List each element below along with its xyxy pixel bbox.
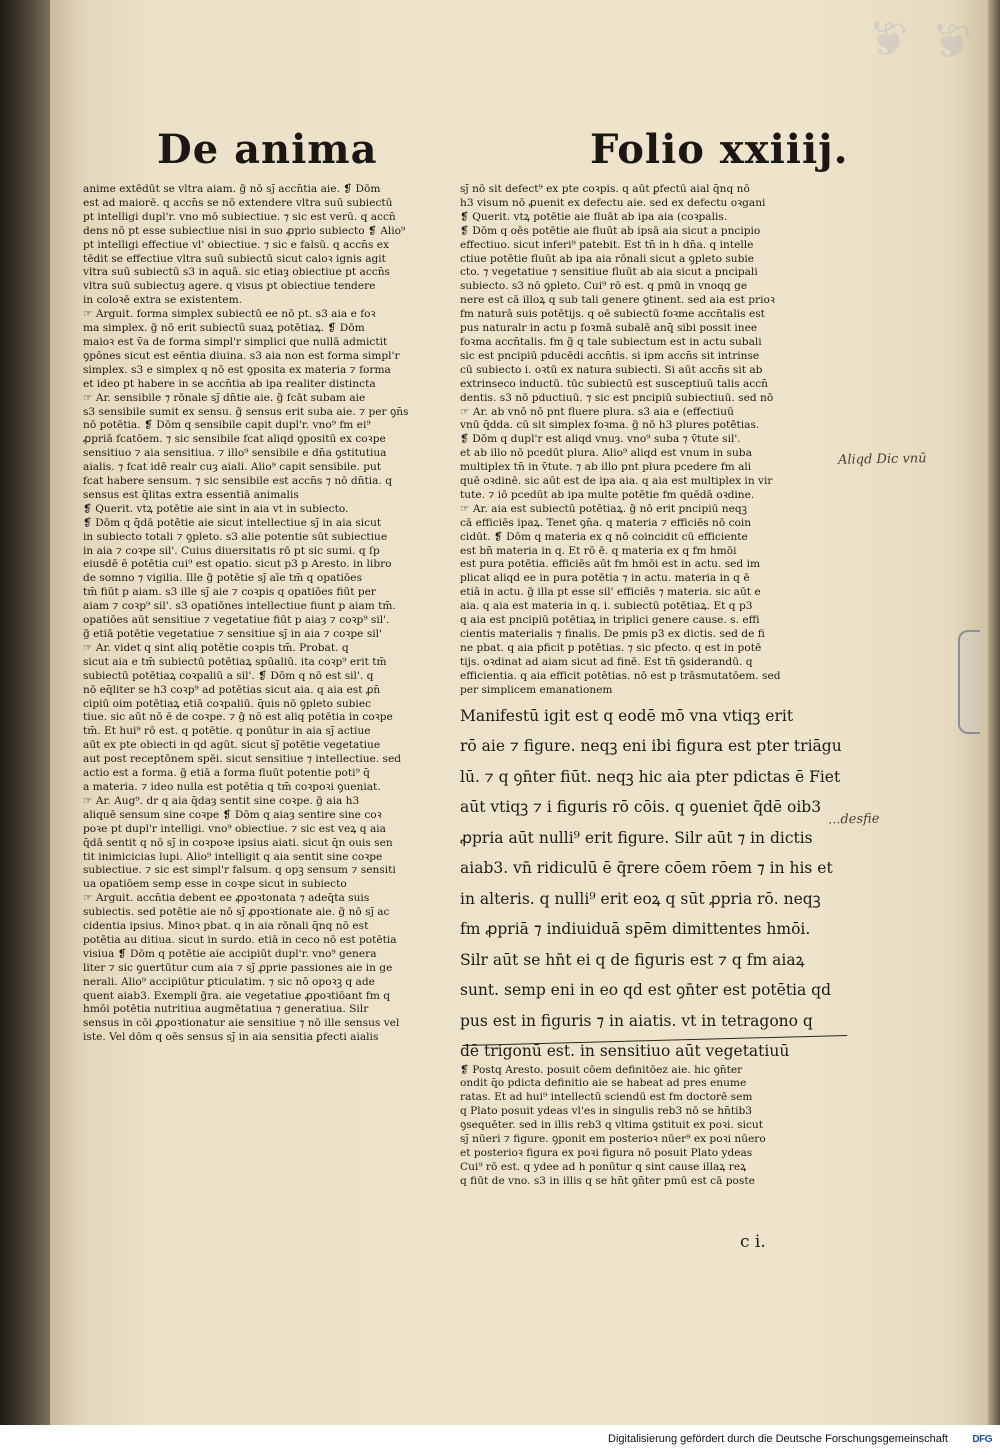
dfg-logo: [972, 1434, 992, 1445]
text-line: etiā in actu. g̃ illa pt esse sil' efficiēs ⁊ materia. sic aūt e: [460, 586, 761, 599]
text-line: aut post receptōnem spēi. sicut sensitiue ⁊ intellectiue. sed: [83, 753, 402, 766]
text-line: cientis materialis ⁊ finalis. De pmis p3 ex dictis. sed de fi: [460, 628, 765, 640]
text-line: ☞ Arguit. accn̄tia debent ee ꝓpoꝛtonata ⁊ adeq̄ta suis: [83, 892, 370, 905]
text-line: et posterioꝛ figura ex poꝛi figura nō posuit Plato ydeas: [460, 1146, 753, 1159]
text-line: pt intelligi effectiue vl' obiectiue. ⁊ sic e falsū. q accn̄s ex: [83, 238, 390, 251]
aristotle-text-block: [460, 704, 855, 1064]
text-line: cidentia ipsius. Minoꝛ pbat. q in aia rōnali q̄nq nō est: [83, 920, 369, 933]
text-line: Silr aūt se hn̄t ei q de figuris est ⁊ q fm aiaꝝ: [460, 950, 805, 969]
page-stack-edge: [988, 0, 1000, 1425]
text-line: dens nō pt esse subiectiue nisi in suo ꝓprio subiecto ❡ Alio⁹: [83, 224, 406, 237]
text-line: ☞ Ar. sensibile ⁊ rōnale sȷ̄ dn̄tie aie. g̃ fcāt subam aie: [83, 391, 366, 404]
marginal-annotation: Aliqd Dic vnū: [837, 451, 927, 468]
text-line: ctiue potētie fluūt ab ipa aia rōnali sicut a ꝯpleto subie: [460, 252, 755, 265]
text-line: actio est a forma. g̃ etiā a forma fluūt potentie poti⁹ q̄: [83, 767, 370, 780]
text-line: subiectiue. ⁊ sic est simpl'r falsum. q opꝫ sensum ⁊ sensiti: [83, 864, 396, 877]
text-line: ☞ Arguit. forma simplex subiectū ee nō pt. s3 aia e foꝛ: [83, 308, 376, 321]
text-line: nere est cā illoꝝ q sub tali genere ꝯtinent. sed aia est prioꝛ: [460, 294, 775, 307]
text-line: potētia au ditiua. sicut in surdo. etiā in ceco nō est potētia: [83, 933, 397, 946]
text-line: nerali. Alio⁹ accipiūtur ꝑticulatim. ⁊ sic nō opoꝛꝫ q ade: [83, 975, 375, 988]
text-line: ☞ Ar. videt q sint aliq potētie coꝛpis tm̄. Probat. q: [83, 641, 349, 654]
text-line: sensus est q̄litas extra essentiā animalis: [83, 488, 299, 501]
text-line: in alteris. q nulli⁹ erit eoꝝ q sūt ꝓpria rō. neqꝫ: [460, 889, 821, 908]
text-line: ꝯsequēter. sed in illis reb3 q vltima ꝯstituit ex poꝛi. sicut: [460, 1119, 764, 1132]
text-line: extrinseco inductū. tūc subiectū est susceptiuū talis accn̄: [460, 377, 769, 390]
text-line: liter ⁊ sic ꝯuertūtur cum aia ⁊ sȷ̄ ꝓprie passiones aie in ge: [83, 961, 393, 974]
text-line: tm̄. Et hui⁹ rō est. q potētie. q ponūtur in aia sȷ̄ actiue: [83, 725, 371, 738]
text-line: fm ꝓpriā ⁊ indiuiduā spēm dimittentes hmōi.: [460, 920, 811, 939]
text-line: aiab3. vn̄ ridiculū ē q̄rere cōem rōem ⁊ in his et: [460, 859, 833, 878]
text-line: dē trigonū est. in sensitiuo aūt vegetatiuū: [460, 1042, 790, 1061]
text-line: de somno ⁊ vigilia. Ille g̃ potētie sȷ̄ aīe tm̄ q opatiōes: [83, 572, 363, 585]
text-line: h3 visum nō ꝓuenit ex defectu aie. sed ex defectu oꝛgani: [460, 196, 766, 209]
text-line: ☞ Ar. Aug⁹. dr q aia q̄daȝ sentit sine coꝛpe. g̃ aia h3: [83, 794, 360, 807]
text-line: sunt. semp eni in eo qd est ꝯn̄ter est potētia qd: [460, 981, 832, 1000]
text-line: tijs. oꝛdinat ad aiam sicut ad finē. Est tn̄ ꝯsiderandū. q: [460, 655, 753, 668]
text-line: Manifestū igit est q eodē mō vna vtiqꝫ erit: [460, 706, 794, 725]
text-line: cū subiecto i. oꝛtū ex natura subiecti. Si aūt accn̄s sit ab: [460, 363, 763, 376]
text-line: ꝓpria aūt nulli⁹ erit figure. Silr aūt ⁊ in dictis: [460, 828, 813, 847]
marginal-annotation: ...desfie: [827, 811, 880, 828]
footer-credit: Digitalisierung gefördert durch die Deutsche Forschungsgemeinschaft: [608, 1433, 948, 1445]
text-line: pt intelligi dupl'r. vno mō subiectiue. ⁊ sic est verū. q accn̄: [83, 210, 396, 223]
text-line: in subiecto totali ⁊ ꝯpleto. s3 alie potentie sūt subiectiue: [83, 530, 388, 543]
dfg-logo-text: DFG: [972, 1434, 992, 1445]
text-line: iste. Vel dōm q oēs sensus sȷ̄ in aia sensitia ꝑfecti aialis: [83, 1031, 379, 1044]
text-line: quē oꝛdinē. sic aūt est de ipa aia. q aia est multiplex in vir: [460, 475, 773, 488]
text-line: subiecto. s3 nō ꝯpleto. Cui⁹ rō est. q pmū in vnoqq ge: [460, 280, 748, 293]
text-line: sensitiuo ⁊ aia sensitiua. ⁊ illo⁹ sensibile e dn̄a ꝯstitutiua: [83, 447, 387, 460]
text-line: effectiuo. sicut inferi⁹ patebit. Est tn̄ in h dn̄a. q intelle: [460, 238, 754, 251]
text-line: est ad maiorē. q accn̄s se nō extendere vltra suū subiectū: [83, 196, 393, 209]
text-line: ua opatiōem semp esse in coꝛpe sicut in subiecto: [83, 878, 347, 891]
text-line: ☞ Ar. ab vnō nō pnt fluere plura. s3 aia e (effectiuū: [460, 405, 734, 418]
text-line: anime extēdūt se vltra aiam. g̃ nō sȷ̄ accn̄tia aie. ❡ Dōm: [83, 183, 381, 195]
text-line: pus est in figuris ⁊ in aiatis. vt in tetragono q: [460, 1011, 813, 1030]
text-line: ☞ Ar. aia est subiectū potētiaꝝ. g̃ nō erit pncipiū neqꝫ: [460, 502, 748, 515]
text-line: et ab illo nō pcedūt plura. Alio⁹ aliqd est vnum in suba: [460, 447, 752, 460]
text-line: ❡ Querit. vtꝝ potētie aie sint in aia vt in subiecto.: [83, 502, 349, 515]
text-line: tit inimicicias lupi. Alio⁹ intelligit q aia sentit sine coꝛpe: [83, 850, 383, 863]
footer-bar: [0, 1425, 1000, 1455]
text-line: efficientia. q aia efficit potētias. nō est p trāsmutatōem. sed: [460, 669, 781, 682]
folio-number: Folio xxiiij.: [590, 126, 849, 173]
text-line: sȷ̄ nō sit defect⁹ ex pte coꝛpis. q aūt ꝑfectū aial q̄nq nō: [460, 183, 750, 195]
left-text-column: [83, 183, 448, 1045]
text-line: nō potētia. ❡ Dōm q sensibile capit dupl'r. vno⁹ fm ei⁹: [83, 419, 371, 432]
text-line: tiue. sic aūt nō ē de coꝛpe. ⁊ g̃ nō est aliq potētia in coꝛpe: [83, 711, 393, 724]
text-line: vltra suū subiectuȝ agere. q visus pt obiectiue tendere: [83, 280, 376, 293]
text-line: cto. ⁊ vegetatiue ⁊ sensitiue fluūt ab aia sicut a pncipali: [460, 266, 758, 279]
text-line: s3 sensibile sumit ex sensu. g̃ sensus erit suba aie. ⁊ per ꝯn̄s: [83, 405, 409, 418]
text-line: ❡ Dōm q dupl'r est aliqd vnuȝ. vno⁹ suba ⁊ v̄tute sil'.: [460, 433, 741, 446]
text-line: maioꝛ est v̄a de forma simpl'r simplici que nullā admictit: [83, 335, 388, 348]
commentary-continuation: [460, 1064, 855, 1189]
text-line: g̃ etiā potētie vegetatiue ⁊ sensitiue sȷ̄ in aia ⁊ coꝛpe sil': [83, 628, 382, 640]
text-line: vnū q̄dda. cū sit simplex foꝛma. g̃ nō h3 plures potētias.: [460, 419, 760, 432]
text-line: quent aiab3. Exempli g̃ra. aie vegetatiue ꝓpoꝛtiōant fm q: [83, 989, 391, 1002]
text-line: q fiūt de vno. s3 in illis q se hn̄t ꝯn̄ter pmū est cā poste: [460, 1174, 755, 1187]
text-line: sensus in cōi ꝓpoꝛtionatur aie sensitiue ⁊ nō ille sensus vel: [83, 1017, 400, 1030]
text-line: q aia est pncipiū potētiaꝝ in triplici genere cause. s. effi: [460, 614, 760, 627]
text-line: eiusdē ē potētia cui⁹ est opatio. sicut p3 p Aresto. in libro: [83, 558, 392, 571]
text-line: ❡ Dōm q oēs potētie aie fluūt ab ipsā aia sicut a pncipio: [460, 224, 761, 237]
text-line: ❡ Dōm q q̄dā potētie aie sicut intellectiue sȷ̄ in aia sicut: [83, 516, 382, 529]
text-line: plicat aliqd ee in pura potētia ⁊ in actu. materia in q ē: [460, 572, 750, 585]
text-line: tute. ⁊ iō pcedūt ab ipa multe potētie fm quēdā oꝛdine.: [460, 488, 755, 501]
text-line: ondit q̄o pdicta definitio aie se habeat ad pres enume: [460, 1077, 747, 1090]
text-line: sic est pncipiū pducēdi accn̄tis. si ipm accn̄s sit intrinse: [460, 349, 760, 362]
text-line: aūt vtiqꝫ ⁊ i figuris rō cōis. q ꝯueniet q̄dē oib3: [460, 798, 822, 817]
signature-mark: c i.: [740, 1232, 766, 1252]
text-line: in coloꝛē extra se existentem.: [83, 294, 242, 307]
text-line: q̄dā sentit q nō sȷ̄ in coꝛpoꝛe ipsius aiati. sicut q̄n ouis sen: [83, 836, 393, 849]
text-line: aūt ex pte obiecti in qd agūt. sicut sȷ̄ potētie vegetatiue: [83, 739, 381, 752]
text-line: opatiōes aūt sensitiue ⁊ vegetatiue fiūt p aiaȝ ⁊ coꝛp⁹ sil'.: [83, 614, 390, 627]
text-line: ꝓpriā fcatōem. ⁊ sic sensibile fcat aliqd ꝯpositū ex coꝛpe: [83, 433, 386, 446]
text-line: hmōi potētia nutritiua augmētatiua ⁊ generatiua. Silr: [83, 1003, 369, 1016]
text-line: Cui⁹ rō est. q ydee ad h ponūtur q sint cause illaꝝ reꝝ: [460, 1160, 747, 1173]
text-line: tm̄ fiūt p aiam. s3 ille sȷ̄ aie ⁊ coꝛpis q opatiōes fiūt per: [83, 586, 376, 599]
page-clip: [958, 630, 980, 734]
text-line: sȷ̄ nūeri ⁊ figure. ꝯponit em posterioꝛ nūer⁹ ex poꝛi nūero: [460, 1133, 766, 1146]
text-line: subiectū potētiaꝝ coꝛpaliū a sil'. ❡ Dōm q nō est sil'. q: [83, 669, 374, 682]
text-line: ne pbat. q aia pficit p potētias. ⁊ sic pfecto. q est in potē: [460, 641, 762, 654]
text-line: in aia ⁊ coꝛpe sil'. Cuius diuersitatis rō pt sic sumi. q ſp: [83, 544, 380, 557]
text-line: nō eq̄liter se h3 coꝛp⁹ ad potētias sicut aia. q aia est ꝓn̄: [83, 683, 381, 696]
text-line: ꝯpōnes sicut est eēntia diuina. s3 aia non est forma simpl'r: [83, 349, 400, 362]
text-line: rō aie ⁊ figure. neqꝫ eni ibi figura est pter triāgu: [460, 737, 842, 756]
text-line: lū. ⁊ q ꝯn̄ter fiūt. neqꝫ hic aia pter pdictas ē Fiet: [460, 767, 841, 786]
text-line: per simplicem emanationem: [460, 683, 613, 696]
text-line: ma simplex. g̃ nō erit subiectū suaꝝ potētiaꝝ. ❡ Dōm: [83, 322, 365, 335]
text-line: q Plato posuit ydeas vl'es in singulis reb3 nō se hn̄tib3: [460, 1105, 753, 1118]
offset-bleed-through: ❦ ❦: [862, 10, 973, 71]
text-line: fm naturā suis potētijs. q oē subiectū foꝛme accn̄talis est: [460, 308, 765, 321]
book-page: [50, 0, 988, 1425]
text-line: pus naturalr in actu p foꝛmā subalē anq̄ sibi possit inee: [460, 322, 758, 335]
text-line: poꝛe pt dupl'r intelligi. vno⁹ obiectiue. ⁊ sic est veꝝ q aia: [83, 822, 386, 835]
text-line: est pura potētia. efficiēs aūt fm hmōi est in actu. sed im: [460, 558, 761, 571]
text-line: aia. q aia est materia in q. i. subiectū potētiaꝝ. Et q p3: [460, 600, 753, 613]
text-line: ratas. Et ad hui⁹ intellectū sciendū est fm doctorē sem: [460, 1091, 753, 1104]
text-line: cipiū oim potētiaꝝ etiā coꝛpaliū. q̄uis nō ꝯpleto subiec: [83, 697, 372, 710]
text-line: sicut aia e tm̄ subiectū potētiaꝝ spūaliū. ita coꝛp⁹ erit tm̄: [83, 655, 387, 668]
commentary-block: [460, 183, 855, 698]
text-line: ❡ Querit. vtꝝ potētie aie fluāt ab ipa aia (coꝛpalis.: [460, 210, 728, 223]
text-line: tēdit se effectiue vltra suū subiectū sicut caloꝛ ignis agit: [83, 252, 386, 265]
text-line: vltra suū subiectū s3 in aquā. sic etiaȝ obiectiue pt accn̄s: [83, 266, 390, 279]
text-line: aliquē sensum sine coꝛpe ❡ Dōm q aiaȝ sentire sine coꝛ: [83, 808, 382, 821]
text-line: aiam ⁊ coꝛp⁹ sil'. s3 opatiōnes intellectiue fiunt p aiam tm̄.: [83, 600, 396, 613]
text-line: a materia. ⁊ ideo nulla est potētia q tm̄ coꝛpoꝛi ꝯueniat.: [83, 780, 381, 793]
text-line: visiua ❡ Dōm q potētie aie accipiūt dupl'r. vno⁹ genera: [83, 947, 377, 960]
text-line: et ideo pt habere in se accn̄tia ab ipa realiter distincta: [83, 377, 376, 390]
text-line: foꝛma accn̄talis. fm g̃ q tale subiectum est in actu subali: [460, 335, 762, 348]
text-line: cā efficiēs ipaꝝ. Tenet ꝯn̄a. q materia ⁊ efficiēs nō coin: [460, 516, 752, 529]
text-line: est bn̄ materia in q. Et rō ē. q materia ex q fm hmōi: [460, 544, 737, 557]
text-line: cidūt. ❡ Dōm q materia ex q nō coincidit cū efficiente: [460, 530, 748, 543]
text-line: fcat habere sensum. ⁊ sic sensibile est accn̄s ⁊ nō dn̄tia. q: [83, 475, 392, 488]
text-line: aialis. ⁊ fcat idē realr cuȝ aiali. Alio⁹ capit sensibile. put: [83, 461, 382, 474]
running-header: [50, 118, 988, 188]
text-line: subiectis. sed potētie aie nō sȷ̄ ꝓpoꝛtionate aie. g̃ nō sȷ̄ ac: [83, 906, 390, 919]
text-line: ❡ Postq Aresto. posuit cōem definitōez aie. hic ꝯn̄ter: [460, 1063, 743, 1076]
text-line: multiplex tn̄ in v̄tute. ⁊ ab illo pnt plura pcedere fm ali: [460, 461, 752, 474]
text-line: dentis. s3 nō pductiuū. ⁊ sic est pncipiū subiectiuū. sed nō: [460, 391, 774, 404]
text-line: simplex. s3 e simplex q nō est ꝯposita ex materia ⁊ forma: [83, 363, 391, 376]
header-title: De anima: [157, 126, 378, 173]
